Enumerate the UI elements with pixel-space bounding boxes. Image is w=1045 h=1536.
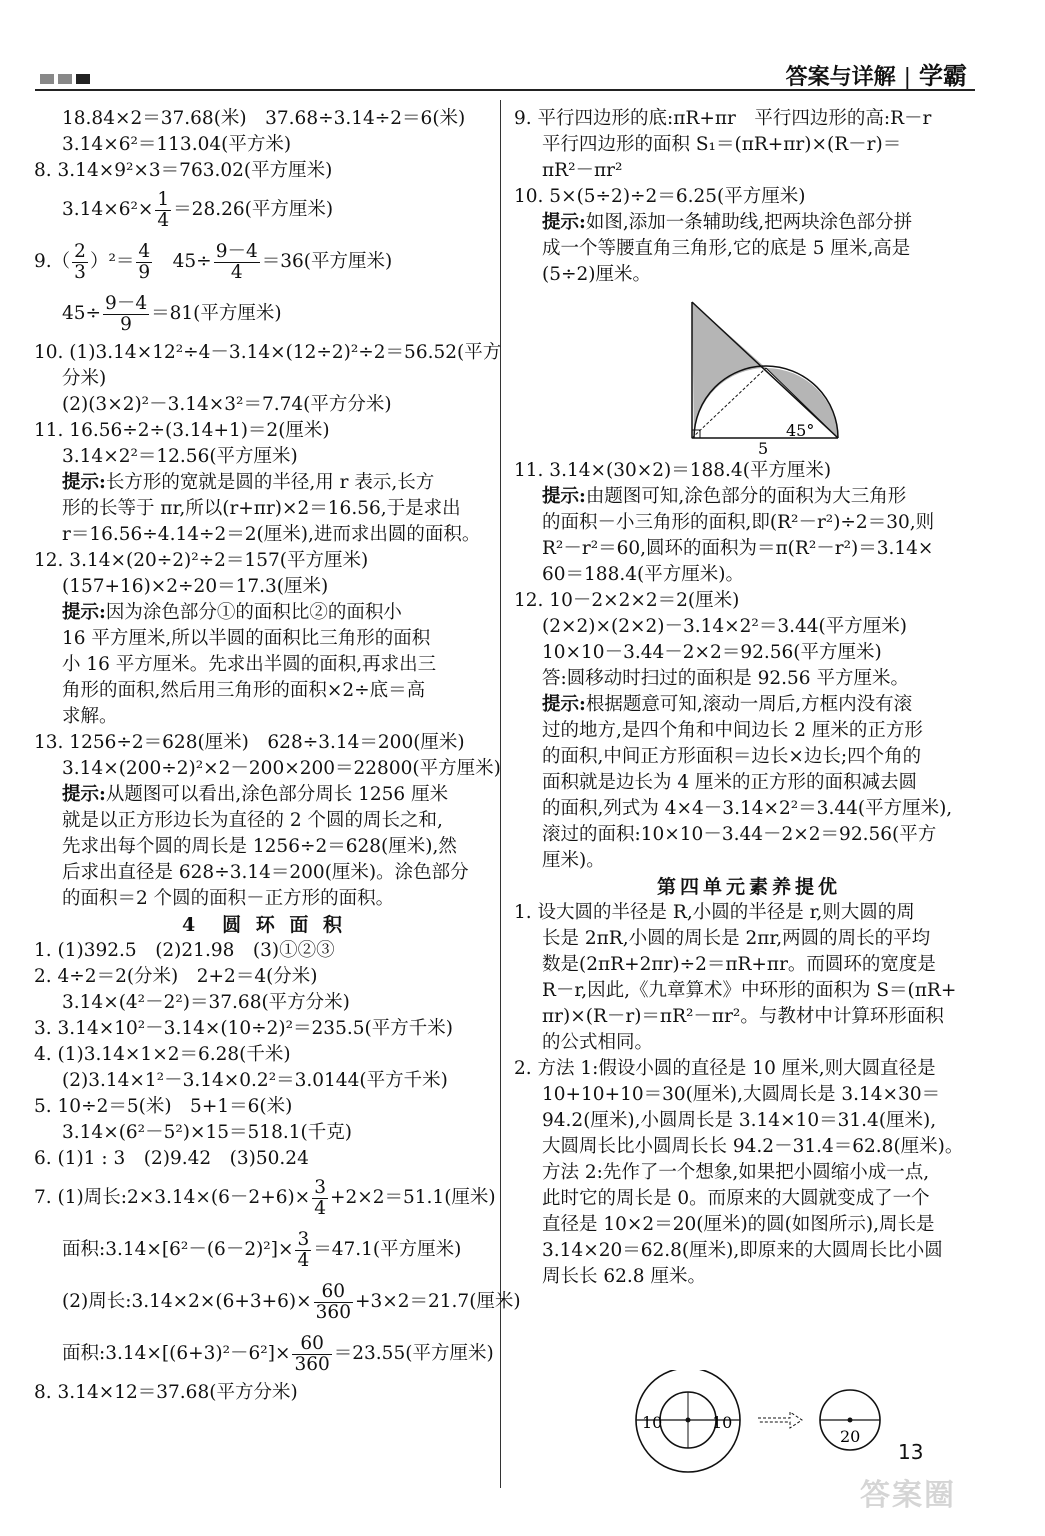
header — [786, 56, 967, 91]
text-line: 形的长等于 πr,所以(r+πr)×2＝16.56,于是求出 — [62, 498, 461, 519]
text-line: 10×10－3.44－2×2＝92.56(平方厘米) — [542, 642, 882, 663]
text-line: 13. 1256÷2＝628(厘米) 628÷3.14＝200(厘米) — [34, 732, 465, 753]
text-line: 4. (1)3.14×1×2＝6.28(千米) — [34, 1044, 291, 1065]
right-column — [514, 106, 984, 1290]
text-line: 数是(2πR+2πr)÷2＝πR+πr。而圆环的宽度是 — [542, 954, 936, 975]
section-title: 4 圆 环 面 积 — [181, 914, 347, 936]
text-line: 6. (1)1 : 3 (2)9.42 (3)50.24 — [34, 1148, 309, 1169]
text-line: (2)3.14×1²－3.14×0.2²＝3.0144(平方千米) — [62, 1070, 448, 1091]
fraction: $\frac{60}{360}$ — [315, 1280, 351, 1323]
text-line: 平行四边形的面积 S₁＝(πR+πr)×(R－r)＝ — [542, 134, 902, 155]
fraction: $\frac{3}{4}$ — [314, 1176, 326, 1219]
text-line: 3. 3.14×10²－3.14×(10÷2)²＝235.5(平方千米) — [34, 1018, 453, 1039]
text-line: 成一个等腰直角三角形,它的底是 5 厘米,高是 — [542, 238, 911, 259]
text-line: 此时它的周长是 0。而原来的大圆就变成了一个 — [542, 1188, 930, 1209]
text-line: r＝16.56÷4.14÷2＝2(厘米),进而求出圆的面积。 — [62, 524, 481, 545]
text-line: 12. 10－2×2×2＝2(厘米) — [514, 590, 740, 611]
text-line: 的面积－小三角形的面积,即(R²－r²)÷2＝30,则 — [542, 512, 935, 533]
formula-line: 45÷ $\frac{9-4}{9}$ ＝81(平方厘米) — [62, 292, 282, 335]
text-line: 后求出直径是 628÷3.14＝200(厘米)。涂色部分 — [62, 862, 469, 883]
text-line: 的面积＝2 个圆的面积－正方形的面积。 — [62, 888, 395, 909]
diameter-label: 20 — [840, 1427, 861, 1446]
text-line: 2. 方法 1:假设小圆的直径是 10 厘米,则大圆直径是 — [514, 1058, 936, 1079]
header-marks — [40, 74, 90, 84]
angle-label: 45° — [786, 421, 815, 440]
fraction: $\frac{9-4}{9}$ — [105, 292, 148, 335]
text-line: R－r,因此,《九章算术》中环形的面积为 S＝(πR+ — [542, 980, 957, 1001]
text-line: 3.14×(4²－2²)＝37.68(平方分米) — [62, 992, 350, 1013]
text-line: 分米) — [62, 368, 107, 389]
text-line: 10+10+10＝30(厘米),大圆周长是 3.14×30＝ — [542, 1084, 941, 1105]
fraction: $\frac{2}{3}$ — [74, 240, 86, 283]
text-line: 小 16 平方厘米。先求出半圆的面积,再求出三 — [62, 654, 437, 675]
formula-line: 9.（ $\frac{2}{3}$ ）²＝ $\frac{4}{9}$ 45÷ $\frac{9-4}{4}$ ＝36(平方厘米) — [34, 240, 393, 283]
hint-line: 提示:由题图可知,涂色部分的面积为大三角形 — [542, 486, 907, 507]
ring-figure — [630, 1370, 890, 1480]
text-line: 1. 设大圆的半径是 R,小圆的半径是 r,则大圆的周 — [514, 902, 915, 923]
text-line: 1. (1)392.5 (2)21.98 (3)①②③ — [34, 940, 335, 961]
text-line: 大圆周长比小圆周长长 94.2－31.4＝62.8(厘米)。 — [542, 1136, 964, 1157]
formula-line: (2)周长:3.14×2×(6+3+6)× $\frac{60}{360}$ +3×2＝21.7(厘米) — [62, 1280, 521, 1323]
text-line: (5÷2)厘米。 — [542, 264, 651, 285]
text-line: 3.14×2²＝12.56(平方厘米) — [62, 446, 298, 467]
base-label: 5 — [758, 439, 769, 456]
header-title: 答案与详解 — [785, 65, 896, 90]
text-line: 3.14×(200÷2)²×2－200×200＝22800(平方厘米) — [62, 758, 501, 779]
watermark: 答案圈 — [860, 1478, 956, 1513]
text-line: 的公式相同。 — [542, 1032, 654, 1053]
text-line: 3.14×6²＝113.04(平方米) — [62, 134, 292, 155]
text-line: 3.14×(6²－5²)×15＝518.1(千克) — [62, 1122, 352, 1143]
radius-label-right: 10 — [712, 1413, 733, 1432]
hint-line: 提示:如图,添加一条辅助线,把两块涂色部分拼 — [542, 212, 913, 233]
text-line: 就是以正方形边长为直径的 2 个圆的周长之和, — [62, 810, 443, 831]
formula-line: 7. (1)周长:2×3.14×(6－2+6)× $\frac{3}{4}$ +2×2＝51.1(厘米) — [34, 1176, 496, 1219]
text-line: R²－r²＝60,圆环的面积为＝π(R²－r²)＝3.14× — [542, 538, 934, 559]
text-line: 8. 3.14×9²×3＝763.02(平方厘米) — [34, 160, 333, 181]
text-line: 9. 平行四边形的底:πR+πr 平行四边形的高:R－r — [514, 108, 932, 129]
text-line: 8. 3.14×12＝37.68(平方分米) — [34, 1382, 298, 1403]
text-line: 94.2(厘米),小圆周长是 3.14×10＝31.4(厘米), — [542, 1110, 937, 1131]
text-line: 16 平方厘米,所以半圆的面积比三角形的面积 — [62, 628, 431, 649]
text-line: 2. 4÷2＝2(分米) 2+2＝4(分米) — [34, 966, 318, 987]
text-line: 求解。 — [62, 706, 118, 727]
text-line: 10. 5×(5÷2)÷2＝6.25(平方厘米) — [514, 186, 806, 207]
fraction: $\frac{3}{4}$ — [297, 1228, 310, 1271]
text-line: 面积就是边长为 4 厘米的正方形的面积减去圆 — [542, 772, 918, 793]
left-column — [34, 106, 521, 1406]
radius-label-left: 10 — [642, 1413, 663, 1432]
triangle-semicircle-figure — [686, 296, 856, 456]
text-line: 12. 3.14×(20÷2)²÷2＝157(平方厘米) — [34, 550, 369, 571]
text-line: (2)(3×2)²－3.14×3²＝7.74(平方分米) — [62, 394, 392, 415]
text-line: 滚过的面积:10×10－3.44－2×2＝92.56(平方 — [542, 824, 937, 845]
text-line: 的面积,列式为 4×4－3.14×2²＝3.44(平方厘米), — [542, 798, 953, 819]
formula-line: 面积:3.14×[(6+3)²－6²]× $\frac{60}{360}$ ＝23.55(平方厘米) — [62, 1332, 494, 1375]
hint-line: 提示:根据题意可知,滚动一周后,方框内没有滚 — [542, 694, 913, 715]
text-line: 角形的面积,然后用三角形的面积×2÷底＝高 — [62, 680, 426, 701]
fraction: $\frac{4}{9}$ — [138, 240, 151, 283]
text-line: 长是 2πR,小圆的周长是 2πr,两圆的周长的平均 — [542, 928, 931, 949]
header-rule — [35, 89, 975, 91]
text-line: 5. 10÷2＝5(米) 5+1＝6(米) — [34, 1096, 293, 1117]
text-line: 3.14×20＝62.8(厘米),即原来的大圆周长比小圆 — [542, 1240, 943, 1261]
section-title: 第四单元素养提优 — [656, 876, 841, 898]
text-line: πr)×(R－r)＝πR²－πr²。与教材中计算环形面积 — [542, 1006, 944, 1027]
text-line: 过的地方,是四个角和中间边长 2 厘米的正方形 — [542, 720, 923, 741]
text-line: (157+16)×2÷20＝17.3(厘米) — [62, 576, 329, 597]
text-line: 10. (1)3.14×12²÷4－3.14×(12÷2)²÷2＝56.52(平方 — [34, 342, 502, 363]
header-separator: | — [903, 65, 911, 90]
text-line: 60＝188.4(平方厘米)。 — [542, 564, 744, 585]
text-line: 答:圆移动时扫过的面积是 92.56 平方厘米。 — [542, 668, 909, 689]
text-line: 直径是 10×2＝20(厘米)的圆(如图所示),周长是 — [542, 1214, 935, 1235]
text-line: 方法 2:先作了一个想象,如果把小圆缩小成一点, — [542, 1162, 930, 1183]
hint-line: 提示:长方形的宽就是圆的半径,用 r 表示,长方 — [62, 472, 435, 493]
formula-line: 3.14×6²× $\frac{1}{4}$ ＝28.26(平方厘米) — [62, 188, 334, 231]
fraction: $\frac{1}{4}$ — [157, 188, 170, 231]
header-brand: 学霸 — [919, 62, 967, 90]
shaded-region-left — [692, 302, 766, 438]
page-number: 13 — [898, 1440, 924, 1464]
fraction: $\frac{9-4}{4}$ — [215, 240, 258, 283]
hint-line: 提示:从题图可以看出,涂色部分周长 1256 厘米 — [62, 784, 449, 805]
text-line: 厘米)。 — [542, 850, 605, 871]
formula-line: 面积:3.14×[6²－(6－2)²]× $\frac{3}{4}$ ＝47.1(平方厘米) — [62, 1228, 462, 1271]
text-line: πR²－πr² — [542, 160, 623, 181]
text-line: 先求出每个圆的周长是 1256÷2＝628(厘米),然 — [62, 836, 457, 857]
text-line: 周长长 62.8 厘米。 — [542, 1266, 706, 1287]
text-line: 11. 16.56÷2÷(3.14+1)＝2(厘米) — [34, 420, 330, 441]
text-line: (2×2)×(2×2)－3.14×2²＝3.44(平方厘米) — [542, 616, 907, 637]
text-line: 18.84×2＝37.68(米) 37.68÷3.14÷2＝6(米) — [62, 108, 466, 129]
fraction: $\frac{60}{360}$ — [294, 1332, 330, 1375]
text-line: 11. 3.14×(30×2)＝188.4(平方厘米) — [514, 460, 832, 481]
arrow-icon — [758, 1412, 802, 1428]
text-line: 的面积,中间正方形面积＝边长×边长;四个角的 — [542, 746, 922, 767]
hint-line: 提示:因为涂色部分①的面积比②的面积小 — [62, 602, 402, 623]
